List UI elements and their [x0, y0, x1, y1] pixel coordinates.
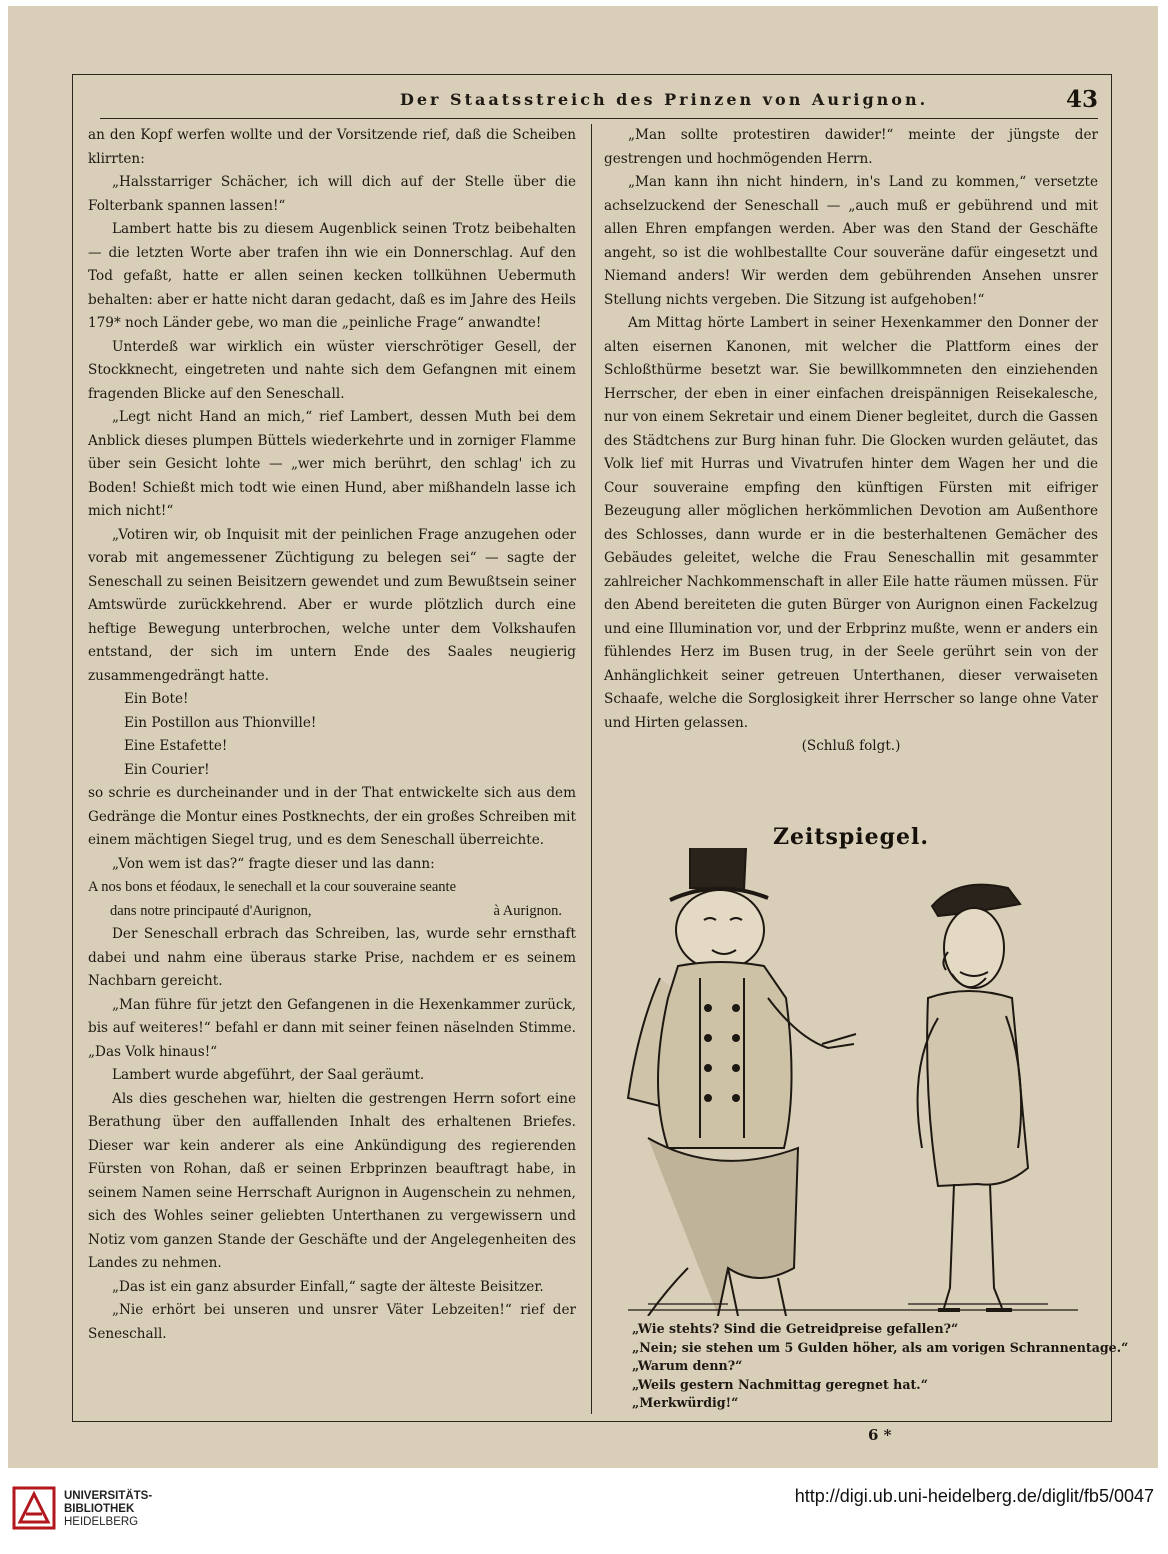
library-line: HEIDELBERG [64, 1516, 139, 1528]
caption-line: „Wie stehts? Sind die Getreidpreise gefallen?“ [632, 1321, 959, 1336]
paragraph: „Man sollte protestiren dawider!“ meinte der jüngste der gestrengen und hochmögenden Herrn. [604, 127, 1098, 167]
caption-line: „Weils gestern Nachmittag geregnet hat.“ [632, 1376, 928, 1392]
stout-man-figure [628, 848, 856, 1316]
left-text-column [88, 124, 576, 1346]
section-title: Zeitspiegel. [772, 824, 930, 850]
exclamation-line: Eine Estafette! [124, 738, 228, 754]
caption-line: „Nein; sie stehen um 5 Gulden höher, als am vorigen Schrannentage.“ [632, 1339, 1129, 1355]
lean-man-figure [918, 885, 1028, 1310]
sheet-signature: 6 * [868, 1426, 892, 1444]
engraving-illustration [608, 848, 1094, 1316]
running-head [100, 86, 1098, 119]
university-seal-icon [12, 1486, 56, 1530]
running-title: Der Staatsstreich des Prinzen von Aurignon. [400, 90, 929, 109]
paragraph: „Von wem ist das?“ fragte dieser und las dann: [112, 855, 435, 872]
column-divider [591, 124, 592, 1414]
exclamation-line: Ein Bote! [124, 691, 189, 707]
paragraph: „Legt nicht Hand an mich,“ rief Lambert, dessen Muth bei dem Anblick dieses plumpen Büttels wiederkehrte und in zorniger Flamme über sein Gesicht lohte — „wer mich berührt, den schlag' ich zu Boden! Schießt mich todt wie einen Hund, aber mißhandeln lasse ich mich nicht!“ [88, 409, 576, 519]
paragraph: „Nie erhört bei unseren und unsrer Väter Lebzeiten!“ rief der Seneschall. [88, 1302, 576, 1342]
exclamation-line: Ein Courier! [124, 761, 210, 778]
exclamation-line: Ein Postillon aus Thionville! [124, 714, 317, 731]
source-url-link[interactable]: http://digi.ub.uni-heidelberg.de/diglit/fb5/0047 [794, 1486, 1154, 1506]
caption-line: „Warum denn?“ [632, 1358, 743, 1373]
page-number: 43 [1065, 86, 1098, 113]
paragraph: Als dies geschehen war, hielten die gestrengen Herrn sofort eine Berathung über den auffallenden Inhalt des erhaltenen Briefes. Dieser war kein anderer als eine Ankündigung des regierenden Fürsten von Rohan, daß er seinen Erbprinzen beauftragt habe, in seinem Namen seine Herrschaft Aurignon in Augenschein zu nehmen, sich des Wohles seiner geliebten Unterthanen zu vergewissern und Notiz vom ganzen Stande der Geschäfte und der Angelegenheiten des Landes zu nehmen. [88, 1090, 576, 1271]
paragraph: so schrie es durcheinander und in der That entwickelte sich aus dem Gedränge die Montur eines Postknechts, der ein großes Schreiben mit einem mächtigen Siegel trug, und es dem Seneschall überreichte. [88, 785, 576, 848]
library-name [64, 1490, 152, 1529]
paragraph: „Votiren wir, ob Inquisit mit der peinlichen Frage anzugehen oder vorab mit angemessener Züchtigung zu belegen sei“ — sagte der Seneschall zu seinen Beisitzern gewendet und zum Bewußtsein seiner Amtswürde zurückkehrend. Aber er wurde plötzlich durch eine heftige Bewegung unterbrochen, welche unter dem Volkshaufen entstand, der sich im untern Ende des Saales neugierig zusammengedrängt hatte. [88, 526, 576, 684]
letter-address-place: à Aurignon. [493, 902, 562, 919]
paragraph: „Man führe für jetzt den Gefangenen in die Hexenkammer zurück, bis auf weiteres!“ befahl er dann mit seiner feinen näselnden Stimme. „Das Volk hinaus!“ [88, 996, 576, 1060]
right-text-column [604, 124, 1098, 759]
paragraph: Lambert wurde abgeführt, der Saal geräumt. [112, 1067, 425, 1083]
letter-address-line: A nos bons et féodaux, le senechall et la cour souveraine seante [88, 879, 457, 895]
paragraph: Der Seneschall erbrach das Schreiben, las, wurde sehr ernsthaft dabei und nahm eine überaus starke Prise, nachdem er es seinem Nachbarn gereicht. [88, 926, 576, 989]
paragraph: Am Mittag hörte Lambert in seiner Hexenkammer den Donner der alten eisernen Kanonen, mit welcher die Plattform eines der Schloßthürme besetzt war. Sie bewillkommneten den einziehenden Herrscher, der eben in einer einfachen dreispännigen Reisekalesche, nur von einem Sekretair und einem Diener begleitet, durch die Gassen des Städtchens zur Burg hinan fuhr. Die Glocken wurden geläutet, das Volk lief mit Hurras und Vivatrufen hinter dem Wagen her und die Cour souveraine empfing den künftigen Fürsten mit eifriger Bezeugung aller möglichen herkömmlichen Devotion am Außenthore des Schlosses, dann wurde er in die besterhaltenen Gemächer des Gebäudes geleitet, welche die Frau Seneschallin mit gesammter zahlreicher Nachkommenschaft in aller Eile hatte räumen müssen. Für den Abend bereiteten die guten Bürger von Aurignon einen Fackelzug und eine Illumination vor, und der Erbprinz mußte, wenn er anders ein fühlendes Herz im Busen trug, in der Seele gerührt sein von der Anhänglichkeit seiner getreuen Unterthanen, dieser verwaiseten Schaafe, welche die Sorglosigkeit ihrer Herrscher so lange ohne Vater und Hirten gelassen. [604, 315, 1098, 731]
paragraph: „Das ist ein ganz absurder Einfall,“ sagte der älteste Beisitzer. [112, 1278, 544, 1295]
illustration-caption [632, 1320, 1129, 1413]
scanned-page [8, 6, 1158, 1468]
to-be-continued-note: (Schluß folgt.) [801, 738, 901, 754]
paragraph: „Man kann ihn nicht hindern, in's Land zu kommen,“ versetzte achselzuckend der Seneschall — „auch muß er gebührend und mit allen Ehren empfangen werden. Aber was den Stand der Geschäfte angeht, so ist die wohlbestallte Cour souveräne dafür eingesetzt und Niemand anders! Wir werden dem gebührenden Ansehen unsrer Stellung nichts vergeben. Die Sitzung ist aufgehoben!“ [604, 174, 1098, 308]
letter-address-line [88, 900, 576, 924]
paragraph: Lambert hatte bis zu diesem Augenblick seinen Trotz beibehalten — die letzten Worte aber trafen ihn wie ein Donnerschlag. Auf den Tod gefaßt, hatte er allen seinen kecken tollkühnen Uebermuth behalten: aber er hatte nicht daran gedacht, daß es im Jahre des Heils 179* noch Länder gebe, wo man die „peinliche Frage“ anwandte! [88, 221, 576, 331]
paragraph: Unterdeß war wirklich ein wüster vierschrötiger Gesell, der Stockknecht, eingetreten und nahte sich dem Gefangnen mit einem fragenden Blicke auf den Seneschall. [88, 338, 576, 402]
viewer-footer [0, 1468, 1168, 1554]
letter-address-part: dans notre principauté d'Aurignon, [110, 902, 312, 919]
paragraph: an den Kopf werfen wollte und der Vorsitzende rief, daß die Scheiben klirrten: [88, 127, 576, 167]
paragraph: „Halsstarriger Schächer, ich will dich auf der Stelle über die Folterbank spannen lassen!“ [88, 174, 576, 214]
library-line: UNIVERSITÄTS- [64, 1490, 153, 1502]
library-line: BIBLIOTHEK [64, 1503, 135, 1515]
caption-line: „Merkwürdig!“ [632, 1395, 739, 1410]
